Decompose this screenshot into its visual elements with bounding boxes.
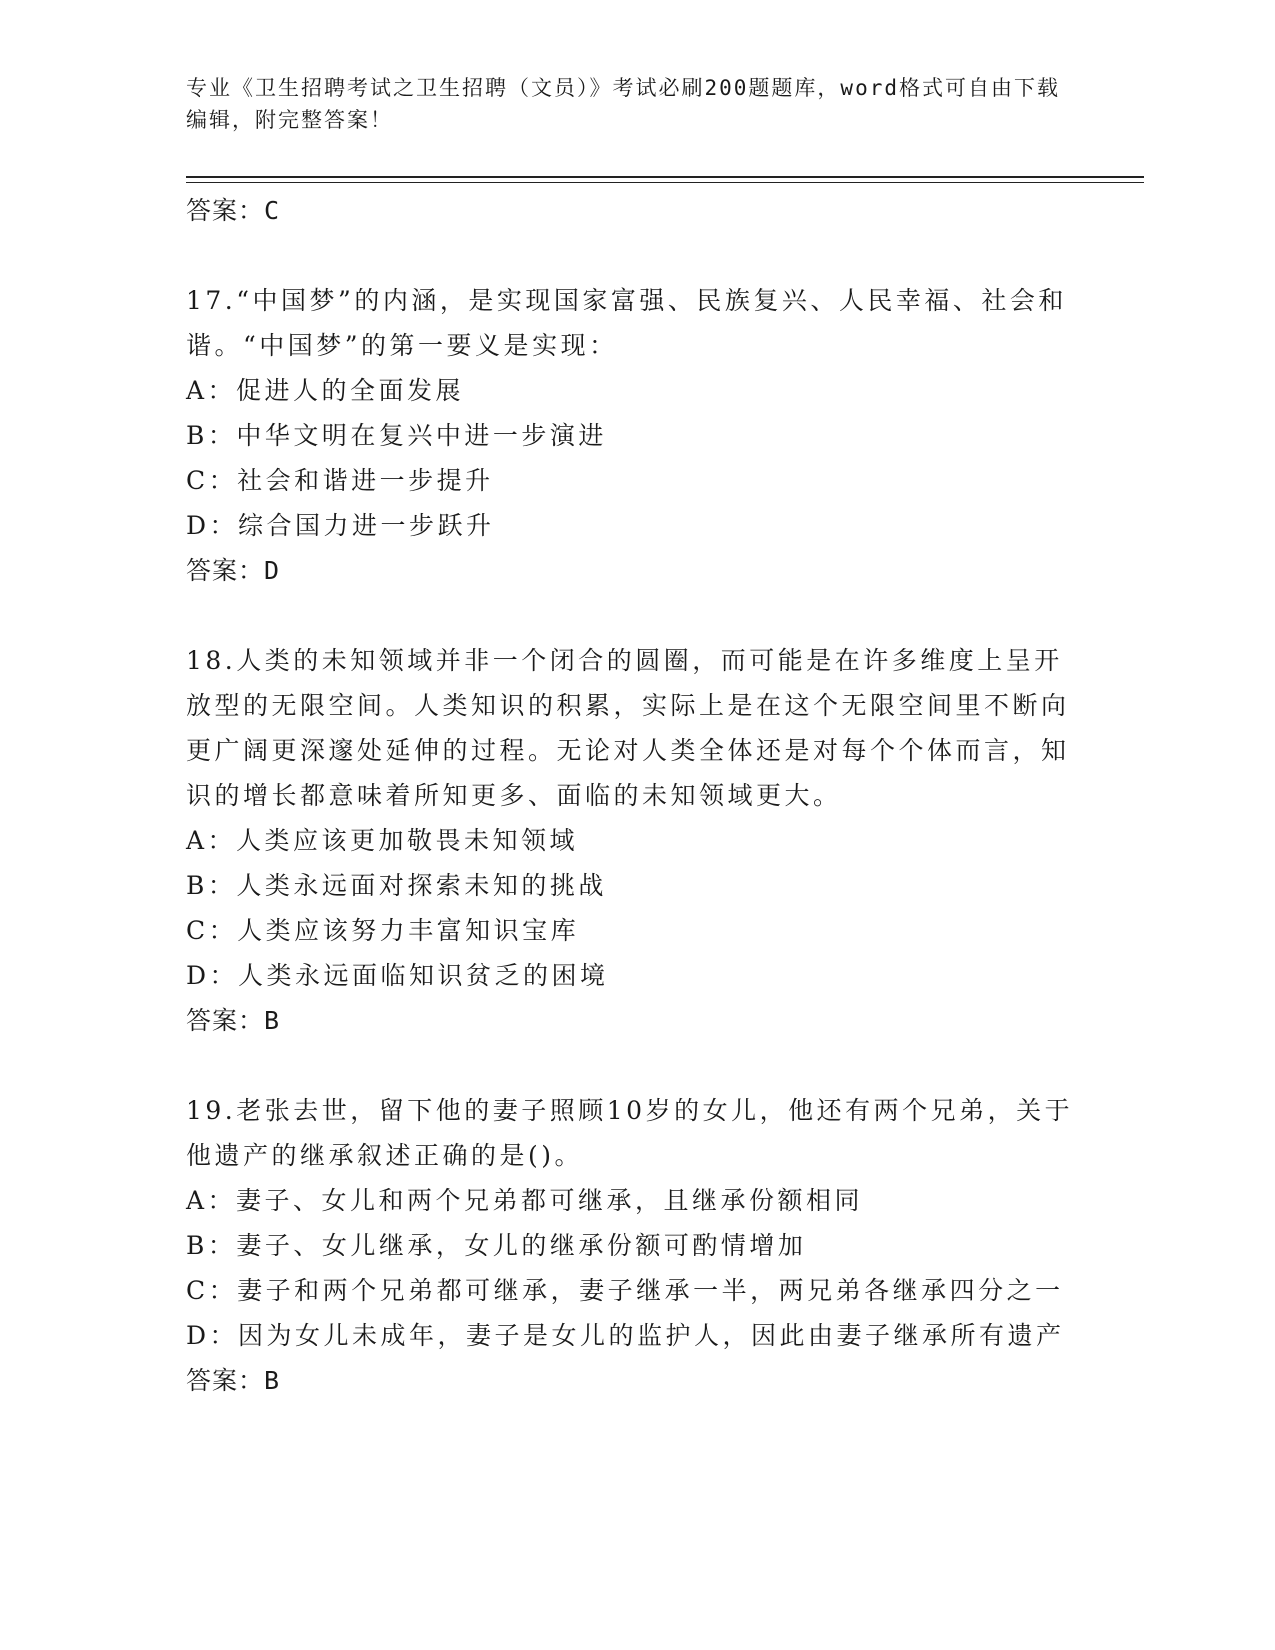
- option-a: A：妻子、女儿和两个兄弟都可继承，且继承份额相同: [186, 1186, 864, 1215]
- question-list: [186, 188, 1086, 1403]
- question-19: [186, 1088, 1086, 1403]
- answer-value: B: [264, 1366, 281, 1395]
- answer-label: 答案：: [186, 196, 265, 225]
- question-17: [186, 278, 1086, 593]
- question-stem: 18.人类的未知领域并非一个闭合的圆圈，而可能是在许多维度上呈开放型的无限空间。人类知识的积累，实际上是在这个无限空间里不断向更广阔更深邃处延伸的过程。无论对人类全体还是对每个个体而言，知识的增长都意味着所知更多、面临的未知领域更大。: [186, 646, 1070, 810]
- answer-value: D: [264, 556, 281, 585]
- previous-answer: [186, 188, 1086, 233]
- question-stem: 17.“中国梦”的内涵，是实现国家富强、民族复兴、人民幸福、社会和谐。“中国梦”的第一要义是实现：: [186, 286, 1067, 360]
- header-rule-thick: [186, 176, 1144, 178]
- option-b: B：人类永远面对探索未知的挑战: [186, 871, 607, 900]
- question-answer: [186, 998, 1086, 1043]
- question-18: [186, 638, 1086, 1043]
- option-a: A：人类应该更加敬畏未知领域: [186, 826, 579, 855]
- answer-label: 答案：: [186, 556, 265, 585]
- answer-label: 答案：: [186, 1366, 265, 1395]
- option-d: D：人类永远面临知识贫乏的困境: [186, 961, 609, 990]
- option-d: D：因为女儿未成年，妻子是女儿的监护人，因此由妻子继承所有遗产: [186, 1321, 1065, 1350]
- question-answer: [186, 548, 1086, 593]
- option-b: B：妻子、女儿继承，女儿的继承份额可酌情增加: [186, 1231, 807, 1260]
- answer-value: C: [264, 196, 281, 225]
- option-c: C：妻子和两个兄弟都可继承，妻子继承一半，两兄弟各继承四分之一: [186, 1276, 1064, 1305]
- option-a: A：促进人的全面发展: [186, 376, 465, 405]
- page-header: 专业《卫生招聘考试之卫生招聘（文员）》考试必刷200题题库，word格式可自由下载编辑，附完整答案！: [186, 76, 1060, 132]
- answer-value: B: [264, 1006, 281, 1035]
- option-c: C：社会和谐进一步提升: [186, 466, 494, 495]
- question-answer: [186, 1358, 1086, 1403]
- question-stem: 19.老张去世，留下他的妻子照顾10岁的女儿，他还有两个兄弟，关于他遗产的继承叙述正确的是()。: [186, 1096, 1074, 1170]
- header-rule-thin: [186, 182, 1144, 183]
- option-b: B：中华文明在复兴中进一步演进: [186, 421, 607, 450]
- answer-label: 答案：: [186, 1006, 265, 1035]
- option-c: C：人类应该努力丰富知识宝库: [186, 916, 580, 945]
- option-d: D：综合国力进一步跃升: [186, 511, 495, 540]
